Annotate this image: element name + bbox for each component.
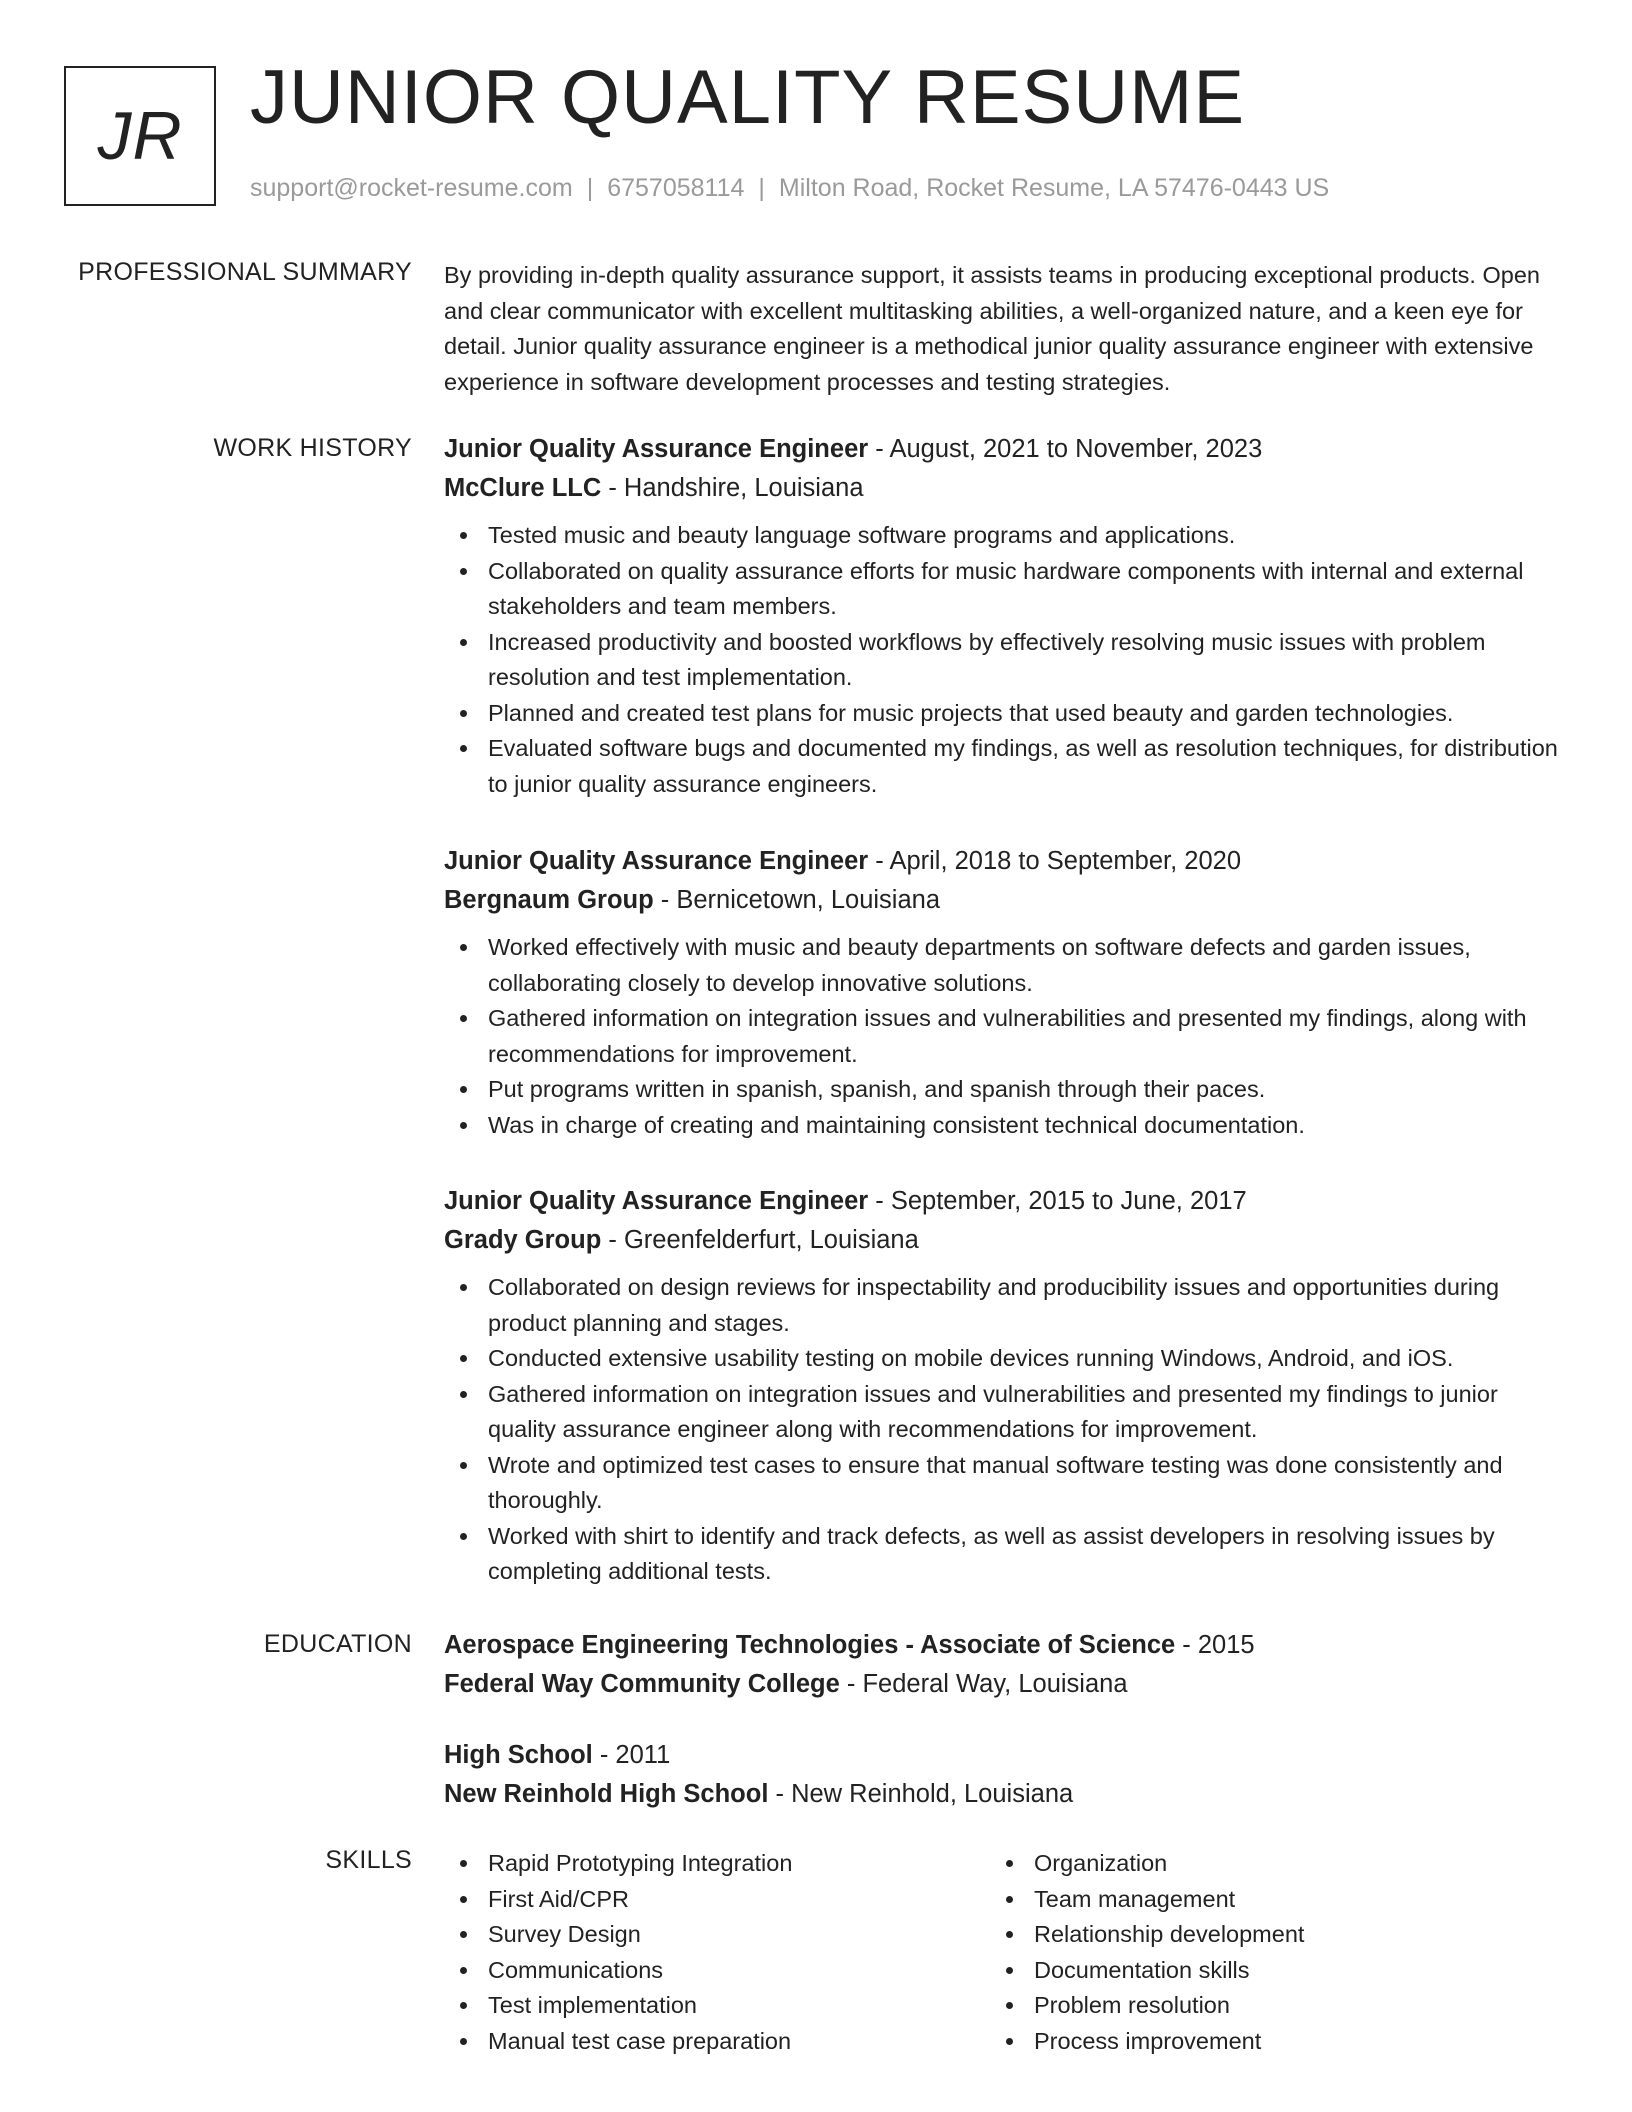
job-bullet: Increased productivity and boosted workflows by effectively resolving music issues with problem resolution and test implementation. [444, 625, 1559, 696]
job-title: Junior Quality Assurance Engineer [444, 435, 869, 463]
skill-item: Test implementation [444, 1988, 964, 2024]
contact-email[interactable]: support@rocket-resume.com [250, 174, 573, 202]
skill-item: Communications [444, 1953, 964, 1989]
education-degree-line [444, 1626, 1559, 1665]
job-bullets [444, 1270, 1559, 1590]
job-bullet: Conducted extensive usability testing on mobile devices running Windows, Android, and iOS. [444, 1341, 1559, 1377]
skill-item: First Aid/CPR [444, 1882, 964, 1918]
job-title-line [444, 430, 1559, 469]
contact-separator: | [586, 174, 594, 202]
job-bullet: Planned and created test plans for music projects that used beauty and garden technologies. [444, 696, 1559, 732]
job-entry [444, 430, 1559, 802]
summary-body [444, 258, 1559, 400]
skills-body [444, 1846, 1559, 2086]
job-bullets [444, 518, 1559, 802]
job-company: Bergnaum Group [444, 886, 654, 914]
job-company: McClure LLC [444, 474, 602, 502]
summary-text: By providing in-depth quality assurance support, it assists teams in producing exceptional products. Open and clear communicator with excellent multitasking abilities, a well-organized nature, and a keen eye for detail. Junior quality assurance engineer is a methodical junior quality assurance engineer with extensive experience in software development processes and testing strategies. [444, 262, 1540, 395]
skill-item: Relationship development [990, 1917, 1510, 1953]
job-company-line [444, 469, 1559, 508]
job-bullet: Worked effectively with music and beauty departments on software defects and garden issues, collaborating closely to develop innovative solutions. [444, 930, 1559, 1001]
skill-item: Manual test case preparation [444, 2024, 964, 2060]
job-dates: - April, 2018 to September, 2020 [868, 847, 1242, 875]
section-label-work-history: WORK HISTORY [213, 434, 412, 462]
skill-item: Process improvement [990, 2024, 1510, 2060]
education-degree: Aerospace Engineering Technologies - Associate of Science [444, 1631, 1176, 1659]
contact-separator: | [758, 174, 765, 202]
job-entry [444, 1182, 1559, 1590]
job-bullet: Tested music and beauty language software programs and applications. [444, 518, 1559, 554]
education-school-line [444, 1775, 1559, 1814]
job-bullet: Collaborated on design reviews for inspectability and producibility issues and opportunities during product planning and stages. [444, 1270, 1559, 1341]
education-year: - 2011 [592, 1741, 671, 1769]
job-location: - Greenfelderfurt, Louisiana [601, 1226, 919, 1254]
education-degree: High School [444, 1741, 593, 1769]
job-title-line [444, 1182, 1559, 1221]
skill-item: Problem resolution [990, 1988, 1510, 2024]
contact-phone[interactable]: 6757058114 [607, 174, 745, 202]
job-bullet: Wrote and optimized test cases to ensure that manual software testing was done consistently and thoroughly. [444, 1448, 1559, 1519]
contact-address: Milton Road, Rocket Resume, LA 57476-0443 US [778, 174, 1330, 202]
job-title-line [444, 842, 1559, 881]
skill-item: Survey Design [444, 1917, 964, 1953]
job-location: - Bernicetown, Louisiana [653, 886, 941, 914]
education-school-line [444, 1665, 1559, 1704]
job-bullet: Worked with shirt to identify and track defects, as well as assist developers in resolving issues by completing additional tests. [444, 1519, 1559, 1590]
skills-list [990, 1846, 1510, 2059]
job-bullet: Gathered information on integration issues and vulnerabilities and presented my findings to junior quality assurance engineer along with recommendations for improvement. [444, 1377, 1559, 1448]
education-location: - Federal Way, Louisiana [839, 1670, 1128, 1698]
job-bullet: Gathered information on integration issues and vulnerabilities and presented my findings, along with recommendations for improvement. [444, 1001, 1559, 1072]
contact-line [250, 174, 1329, 203]
skills-list [444, 1846, 964, 2059]
job-entry [444, 842, 1559, 1143]
job-bullet: Was in charge of creating and maintaining consistent technical documentation. [444, 1108, 1559, 1144]
job-title: Junior Quality Assurance Engineer [444, 1187, 869, 1215]
job-company: Grady Group [444, 1226, 602, 1254]
education-degree-line [444, 1736, 1559, 1775]
education-entry [444, 1626, 1559, 1704]
monogram-badge: JR [64, 66, 216, 206]
job-bullet: Evaluated software bugs and documented my findings, as well as resolution techniques, for distribution to junior quality assurance engineers. [444, 731, 1559, 802]
skill-item: Rapid Prototyping Integration [444, 1846, 964, 1882]
job-bullet: Collaborated on quality assurance efforts for music hardware components with internal and external stakeholders and team members. [444, 554, 1559, 625]
job-bullet: Put programs written in spanish, spanish, and spanish through their paces. [444, 1072, 1559, 1108]
job-dates: - August, 2021 to November, 2023 [868, 435, 1263, 463]
section-label-skills: SKILLS [325, 1846, 412, 1874]
job-bullets [444, 930, 1559, 1143]
education-school: Federal Way Community College [444, 1670, 840, 1698]
education-year: - 2015 [1175, 1631, 1255, 1659]
job-location: - Handshire, Louisiana [601, 474, 864, 502]
education-school: New Reinhold High School [444, 1780, 769, 1808]
job-title: Junior Quality Assurance Engineer [444, 847, 869, 875]
resume-title: JUNIOR QUALITY RESUME [250, 55, 1246, 140]
education-entry [444, 1736, 1559, 1814]
job-company-line [444, 1221, 1559, 1260]
skills-column-right [990, 1846, 1510, 2059]
job-company-line [444, 881, 1559, 920]
section-label-summary: PROFESSIONAL SUMMARY [78, 258, 412, 286]
education-location: - New Reinhold, Louisiana [768, 1780, 1074, 1808]
skill-item: Organization [990, 1846, 1510, 1882]
job-dates: - September, 2015 to June, 2017 [868, 1187, 1247, 1215]
skills-column-left [444, 1846, 964, 2059]
skill-item: Documentation skills [990, 1953, 1510, 1989]
section-label-education: EDUCATION [263, 1630, 412, 1658]
skill-item: Team management [990, 1882, 1510, 1918]
